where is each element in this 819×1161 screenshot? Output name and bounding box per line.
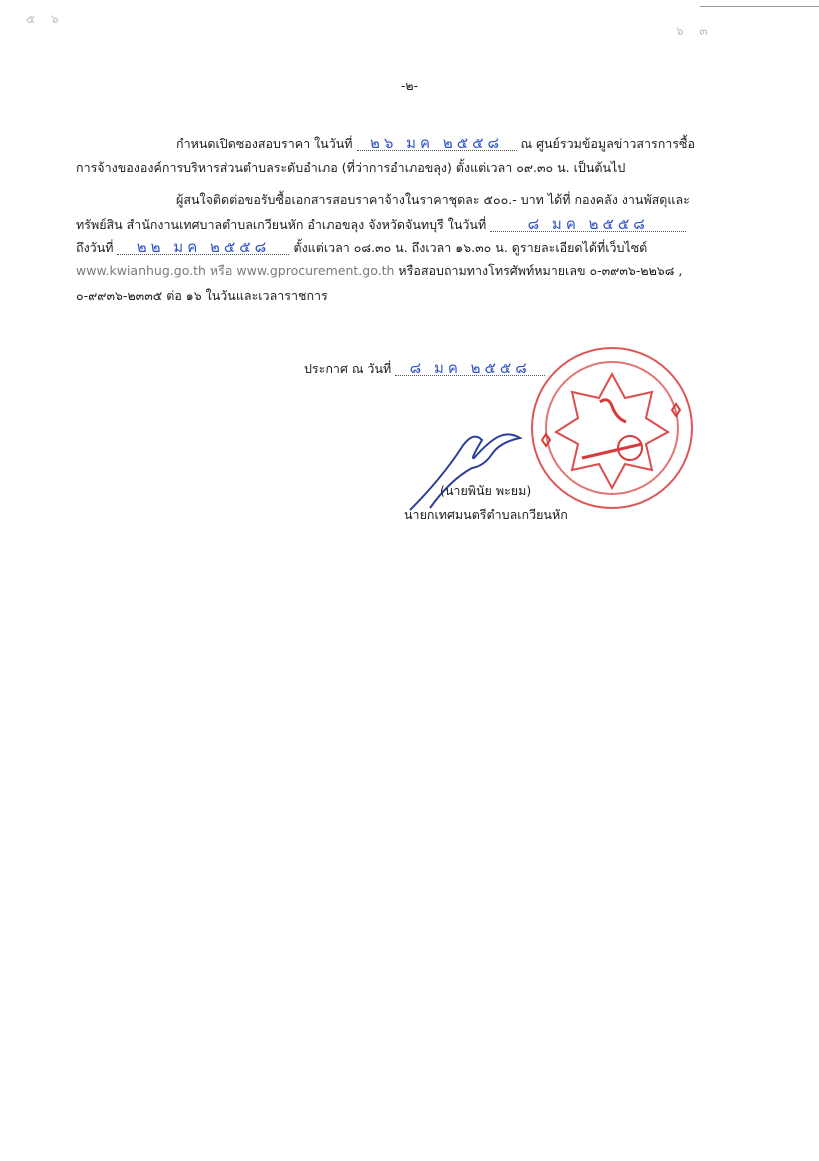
sale-hours-text: ตั้งแต่เวลา ๐๘.๓๐ น. ถึงเวลา ๑๖.๓๐ น. ดูรายละเอียดได้ที่เว็บไซต์ [293,240,648,255]
corner-mark-right: ๖ ๓ [676,24,714,38]
open-date-field [357,134,517,151]
para2-line4 [76,262,682,280]
sale-end-label: ถึงวันที่ [76,240,114,255]
sale-end-field [117,238,289,255]
open-date-label: กำหนดเปิดซองสอบราคา ในวันที่ [176,136,353,151]
page-number: -๒- [400,78,419,93]
scan-edge-line [700,6,819,7]
website-link-1[interactable]: www.kwianhug.go.th [76,263,206,278]
sale-start-handwritten: ๘ มค ๒๕๕๘ [527,215,649,233]
announce-date-handwritten: ๘ มค ๒๕๕๘ [409,359,531,377]
para2-line5: ๐-๙๙๓๖-๒๓๓๕ ต่อ ๑๖ ในวันและเวลาราชการ [76,288,328,303]
para2-line3 [76,238,647,257]
corner-mark-left: ๕ ๖ [26,12,65,26]
announce-label: ประกาศ ณ วันที่ [304,361,392,376]
para1-line2: การจ้างขององค์การบริหารส่วนตำบลระดับอำเภอ (ที่ว่าการอำเภอขลุง) ตั้งแต่เวลา ๐๙.๓๐ น. เป็นต้นไป [76,160,626,175]
sale-start-field [490,215,686,232]
open-date-handwritten: ๒๖ มค ๒๕๕๘ [369,134,504,152]
or-word: หรือ [209,263,233,278]
website-link-2[interactable]: www.gprocurement.go.th [236,263,395,278]
signatory-name: (นายพินัย พะยม) [440,483,532,498]
para2-line2 [76,215,686,234]
signatory-title: นายกเทศมนตรีตำบลเกวียนหัก [404,507,568,522]
handwritten-signature [400,410,570,520]
phone-text: หรือสอบถามทางโทรศัพท์หมายเลข ๐-๓๙๓๖-๒๒๖๘ , [398,263,683,278]
sale-end-handwritten: ๒๒ มค ๒๕๕๘ [136,238,271,256]
para2-line1: ผู้สนใจติดต่อขอรับซื้อเอกสารสอบราคาจ้างในราคาชุดละ ๕๐๐.- บาท ได้ที่ กองคลัง งานพัสดุและ [176,192,690,207]
open-date-location: ณ ศูนย์รวมข้อมูลข่าวสารการซื้อ [520,136,696,151]
para1-line1 [176,134,695,153]
announce-line [304,359,545,378]
sale-start-label: ทรัพย์สิน สำนักงานเทศบาลตำบลเกวียนหัก อำเภอขลุง จังหวัดจันทบุรี ในวันที่ [76,217,487,232]
